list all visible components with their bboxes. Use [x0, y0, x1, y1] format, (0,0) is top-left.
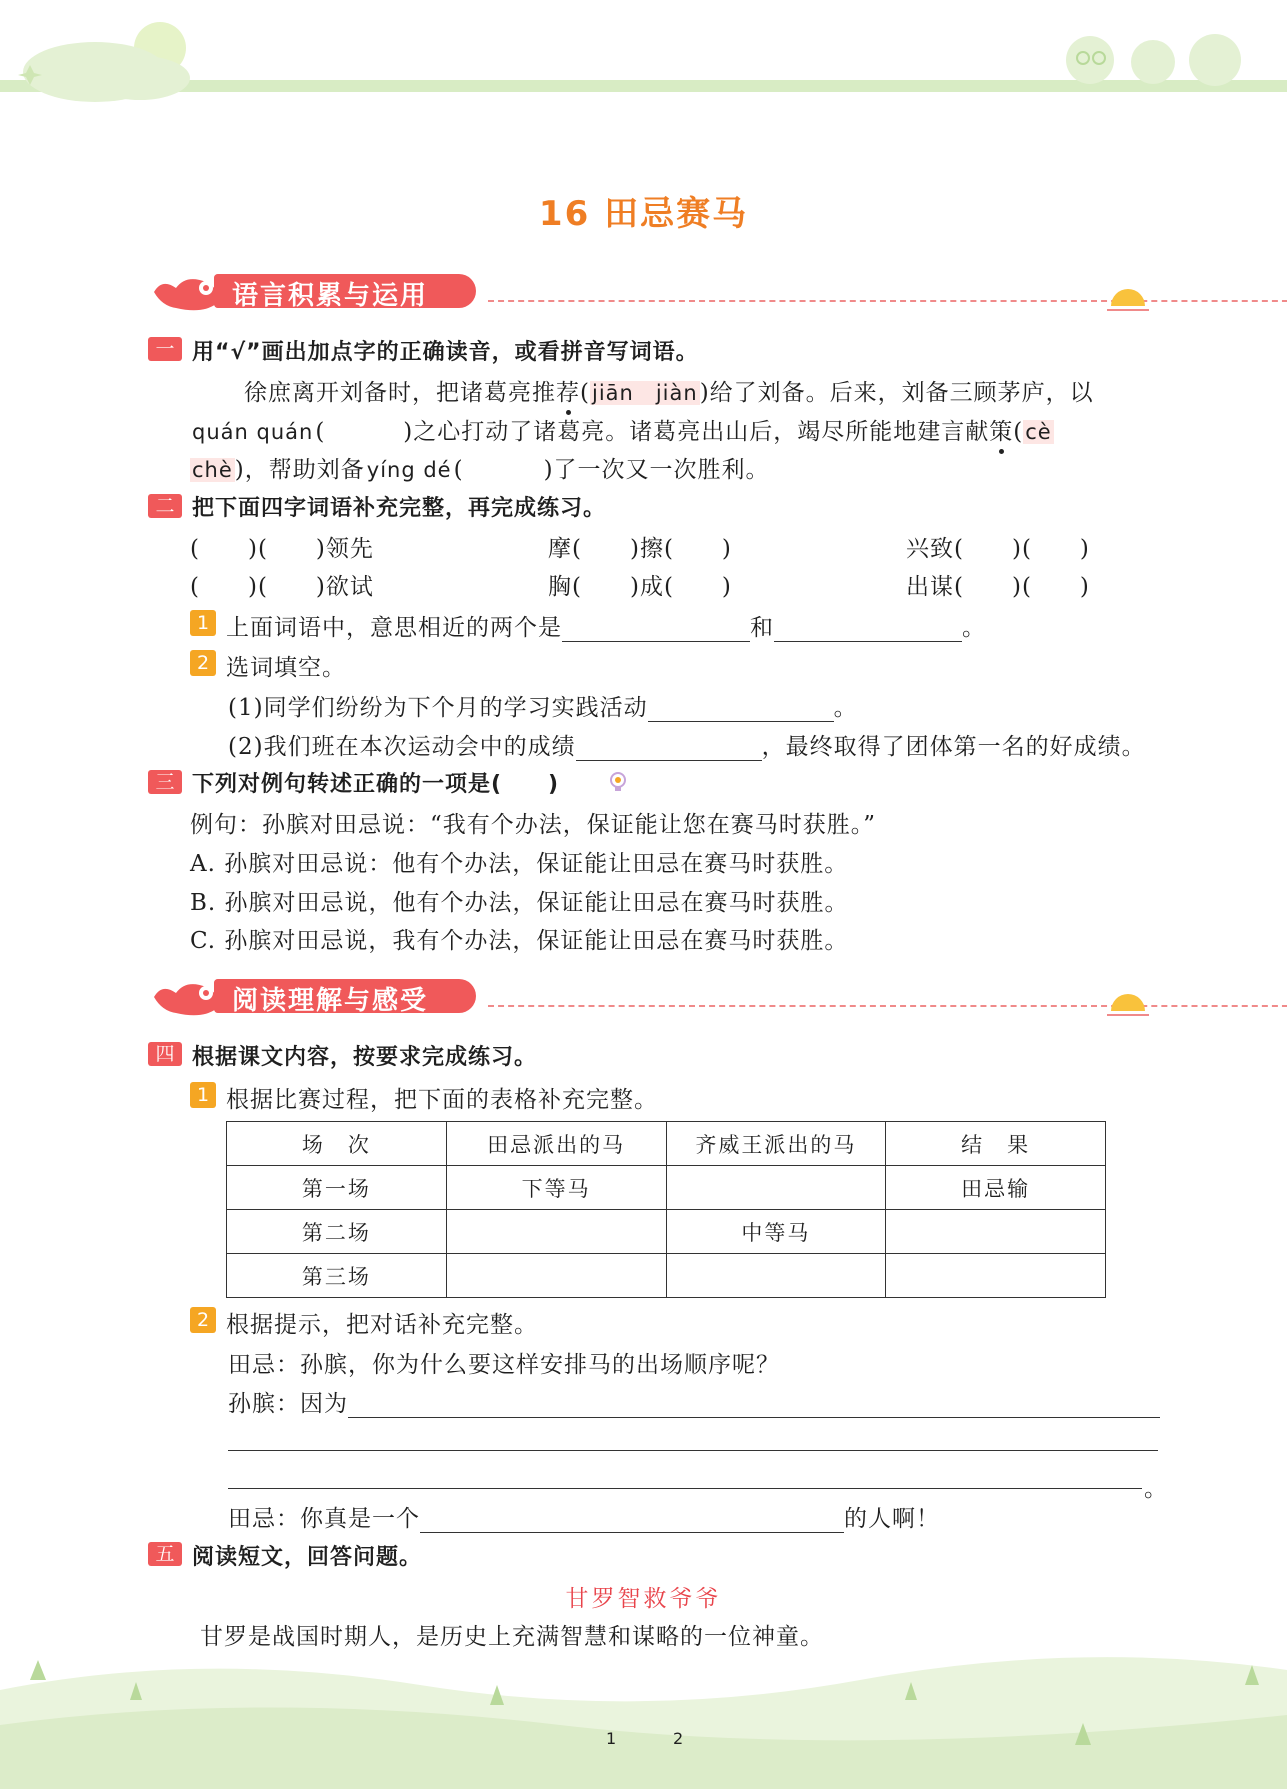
table-row: [227, 1166, 1106, 1210]
sub-number: 2: [190, 1307, 216, 1333]
idiom-blank[interactable]: 胸( )成( ): [548, 574, 732, 600]
answer-blank[interactable]: [774, 619, 962, 642]
table-cell[interactable]: [666, 1166, 886, 1210]
pinyin-options[interactable]: jiān jiàn: [591, 381, 698, 405]
question-title: 根据课文内容，按要求完成练习。: [192, 1045, 538, 1070]
table-cell: 结 果: [886, 1122, 1106, 1166]
q2-fill-2: (2)我们班在本次运动会中的成绩 ，最终取得了团体第一名的好成绩。: [228, 734, 1146, 760]
q2-sub1: 上面词语中，意思相近的两个是 和 。: [226, 615, 986, 641]
pinyin-options[interactable]: cè: [1025, 420, 1052, 444]
answer-blank[interactable]: [576, 738, 762, 761]
q1-line-2: quán quán( )之心打动了诸葛亮。诸葛亮出山后，竭尽所能地建言献策(cè: [192, 419, 1052, 445]
question-number: 五: [148, 1542, 182, 1566]
table-cell: 第一场: [227, 1166, 447, 1210]
period: 。: [1144, 1476, 1168, 1502]
answer-blank[interactable]: [562, 619, 750, 642]
answer-blank[interactable]: [420, 1510, 844, 1533]
table-cell: 田忌输: [886, 1166, 1106, 1210]
table-cell[interactable]: [886, 1210, 1106, 1254]
sub-number: 1: [190, 610, 216, 636]
q2-fill-1: (1)同学们纷纷为下个月的学习实践活动 。: [228, 695, 858, 721]
idiom-blank[interactable]: 摩( )擦( ): [548, 536, 732, 562]
answer-line[interactable]: [228, 1488, 1142, 1489]
answer-blank[interactable]: [648, 699, 834, 722]
question-title: 用“√”画出加点字的正确读音，或看拼音写词语。: [192, 340, 699, 365]
lightbulb-icon: [608, 770, 628, 794]
dialogue-line: 田忌：孙膑，你为什么要这样安排马的出场顺序呢？: [228, 1352, 780, 1378]
idiom-blank[interactable]: ( )( )欲试: [190, 574, 374, 600]
table-cell[interactable]: [446, 1254, 666, 1298]
question-number: 一: [148, 337, 182, 361]
sub-number: 1: [190, 1082, 216, 1108]
page-title: 16 田忌赛马: [538, 194, 749, 234]
dialogue-line: 田忌：你真是一个 的人啊！: [228, 1506, 940, 1532]
story-paragraph: 甘罗是战国时期人，是历史上充满智慧和谋略的一位神童。: [200, 1624, 824, 1650]
match-table: [226, 1121, 1106, 1298]
q1-line-1: 徐庶离开刘备时，把诸葛亮推荐(jiān jiàn)给了刘备。后来，刘备三顾茅庐，以: [244, 380, 1094, 406]
dotted-char: 荐: [556, 380, 580, 406]
question-number: 四: [148, 1042, 182, 1066]
q4-sub1: 根据比赛过程，把下面的表格补充完整。: [226, 1087, 658, 1113]
table-cell[interactable]: [886, 1254, 1106, 1298]
example-sentence: 例句：孙膑对田忌说：“我有个办法，保证能让您在赛马时获胜。”: [190, 812, 877, 838]
table-cell: 场 次: [227, 1122, 447, 1166]
table-cell: 齐威王派出的马: [666, 1122, 886, 1166]
section-title: 语言积累与运用: [232, 281, 429, 311]
table-cell: 第三场: [227, 1254, 447, 1298]
idiom-blank[interactable]: ( )( )领先: [190, 536, 374, 562]
question-title: 把下面四字词语补充完整，再完成练习。: [192, 496, 607, 521]
animal-faces-decoration: [1055, 20, 1255, 90]
dialogue-line: 孙膑：因为: [228, 1385, 1160, 1418]
table-cell: 第二场: [227, 1210, 447, 1254]
table-cell: 田忌派出的马: [446, 1122, 666, 1166]
table-header-row: [227, 1122, 1106, 1166]
q4-sub2: 根据提示，把对话补充完整。: [226, 1312, 538, 1338]
pinyin-prompt: yíng dé: [366, 458, 452, 482]
section-title: 阅读理解与感受: [232, 986, 429, 1016]
idiom-blank[interactable]: 出谋( )( ): [906, 574, 1090, 600]
hills-decoration: [0, 1630, 1287, 1789]
page-number-left: 1: [606, 1729, 617, 1748]
table-cell: 下等马: [446, 1166, 666, 1210]
option-b[interactable]: B. 孙膑对田忌说，他有个办法，保证能让田忌在赛马时获胜。: [190, 890, 849, 916]
sunset-icon: [1103, 278, 1153, 318]
sub-number: 2: [190, 650, 216, 676]
question-number: 二: [148, 494, 182, 518]
q2-sub2: 选词填空。: [226, 655, 346, 681]
cloud-sun-decoration: [0, 0, 220, 120]
table-cell: 中等马: [666, 1210, 886, 1254]
pinyin-prompt: quán quán: [192, 420, 314, 444]
answer-blank[interactable]: [348, 1395, 1160, 1418]
pinyin-options[interactable]: chè: [192, 458, 233, 482]
idiom-blank[interactable]: 兴致( )( ): [906, 536, 1090, 562]
option-a[interactable]: A. 孙膑对田忌说：他有个办法，保证能让田忌在赛马时获胜。: [190, 851, 849, 877]
question-number: 三: [148, 770, 182, 794]
option-c[interactable]: C. 孙膑对田忌说，我有个办法，保证能让田忌在赛马时获胜。: [190, 928, 849, 954]
table-cell[interactable]: [446, 1210, 666, 1254]
answer-line[interactable]: [228, 1450, 1158, 1451]
table-cell[interactable]: [666, 1254, 886, 1298]
table-row: [227, 1254, 1106, 1298]
question-title: 阅读短文，回答问题。: [192, 1545, 423, 1570]
q1-line-3: chè)，帮助刘备yíng dé( )了一次又一次胜利。: [192, 457, 770, 483]
sunset-icon: [1103, 983, 1153, 1023]
table-row: [227, 1210, 1106, 1254]
dotted-char: 策: [989, 419, 1014, 445]
page-number-right: 2: [673, 1729, 684, 1748]
question-title[interactable]: 下列对例句转述正确的一项是( ): [192, 772, 560, 797]
story-title: 甘罗智救爷爷: [565, 1586, 722, 1612]
